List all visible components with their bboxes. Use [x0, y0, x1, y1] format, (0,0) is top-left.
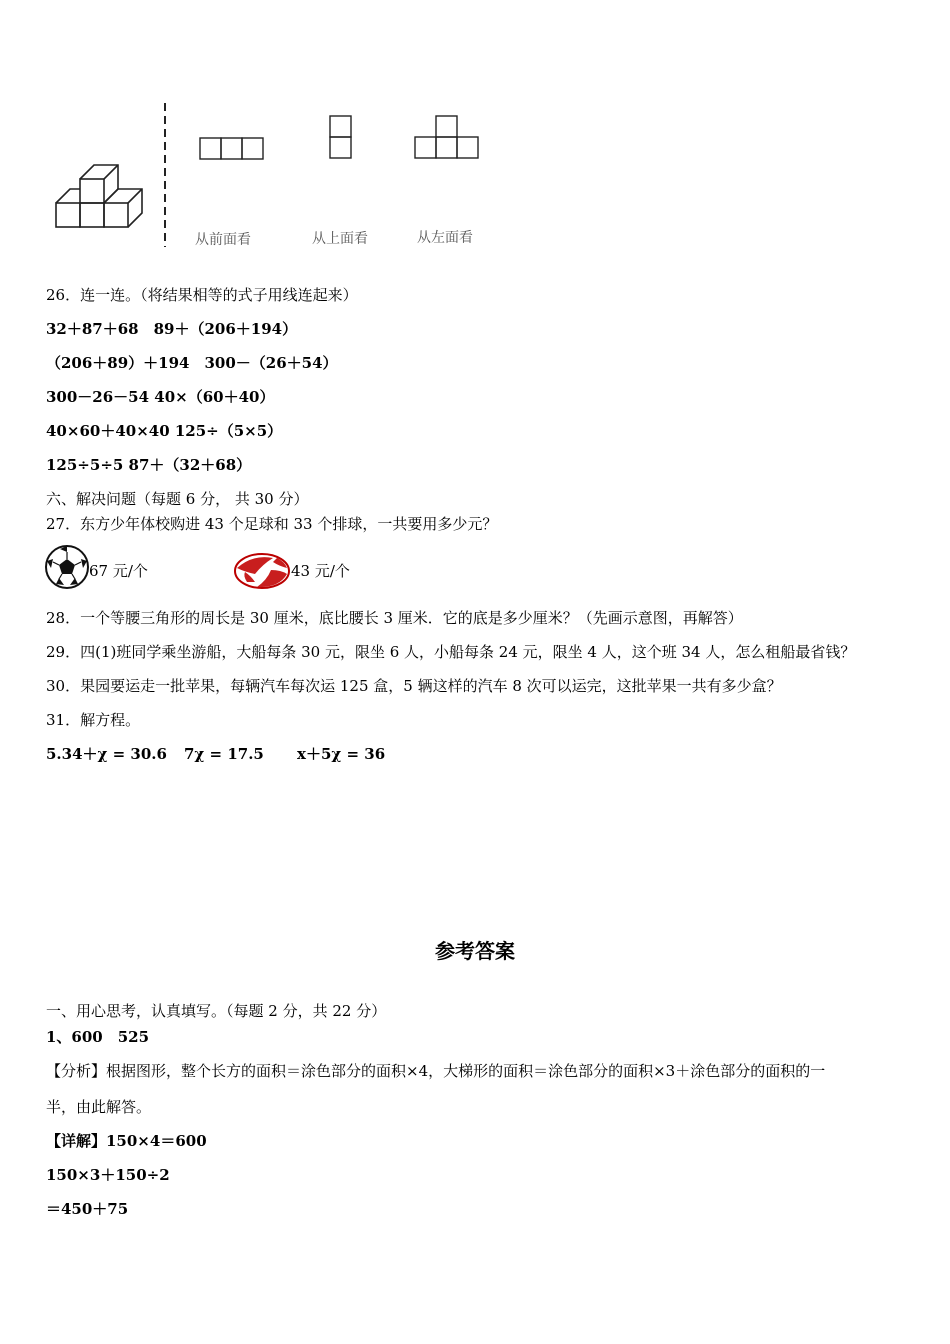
q26-row-3: 300－26－54 40×（60＋40） [46, 388, 275, 406]
q27-text: 27．东方少年体校购进 43 个足球和 33 个排球，一共要用多少元？ [46, 515, 498, 533]
q30-text: 30．果园要运走一批苹果，每辆汽车每次运 125 盒，5 辆这样的汽车 8 次可以运完，这批苹果一共有多少盒？ [46, 677, 782, 695]
answer-1-detail-line-1: 【详解】150×4＝600 [46, 1132, 207, 1150]
answers-section-1: 一、用心思考，认真填写。（每题 2 分，共 22 分） [46, 1002, 387, 1020]
front-view-drawing [200, 138, 263, 159]
top-view-label: 从上面看 [312, 231, 368, 247]
q31-equation-1: 5.34＋χ = 30.6 [46, 745, 167, 763]
soccer-ball-icon [44, 544, 90, 590]
q26-row-1: 32＋87＋68 89＋（206＋194） [46, 320, 298, 338]
left-view-label: 从左面看 [417, 230, 473, 246]
q26-row-2: （206＋89）＋194 300－（26＋54） [46, 354, 338, 372]
answer-1-analysis-line-1: 【分析】根据图形，整个长方的面积＝涂色部分的面积×4，大梯形的面积＝涂色部分的面积×3＋涂色部分的面积的一 [46, 1062, 826, 1080]
volleyball-icon [233, 552, 291, 590]
q28-text: 28．一个等腰三角形的周长是 30 厘米，底比腰长 3 厘米．它的底是多少厘米？（先画示意图，再解答） [46, 609, 743, 627]
q26-title: 26．连一连。（将结果相等的式子用线连起来） [46, 286, 358, 304]
q31-equation-3: x＋5χ = 36 [297, 745, 386, 763]
q26-row-4: 40×60＋40×40 125÷（5×5） [46, 422, 283, 440]
answers-heading: 参考答案 [435, 939, 515, 963]
q31-equation-2: 7χ = 17.5 [184, 745, 264, 763]
answer-1-analysis-line-2: 半，由此解答。 [46, 1098, 152, 1116]
volleyball-price: 43 元/个 [291, 562, 350, 580]
answer-1: 1、600 525 [46, 1028, 150, 1046]
front-view-label: 从前面看 [195, 232, 251, 248]
top-view-drawing [330, 116, 351, 158]
left-view-drawing [415, 116, 478, 158]
soccer-ball-price: 67 元/个 [89, 562, 148, 580]
q31-title: 31．解方程。 [46, 711, 141, 729]
answer-1-detail-line-3: ＝450＋75 [46, 1200, 129, 1218]
cube-stack-drawing [56, 165, 142, 227]
q26-row-5: 125÷5÷5 87＋（32＋68） [46, 456, 252, 474]
q29-text: 29．四(1)班同学乘坐游船，大船每条 30 元，限坐 6 人，小船每条 24 元，限坐 4 人，这个班 34 人，怎么租船最省钱？ [46, 643, 856, 661]
answer-1-detail-line-2: 150×3＋150÷2 [46, 1166, 170, 1184]
section-6-heading: 六、解决问题（每题 6 分， 共 30 分） [46, 490, 309, 508]
